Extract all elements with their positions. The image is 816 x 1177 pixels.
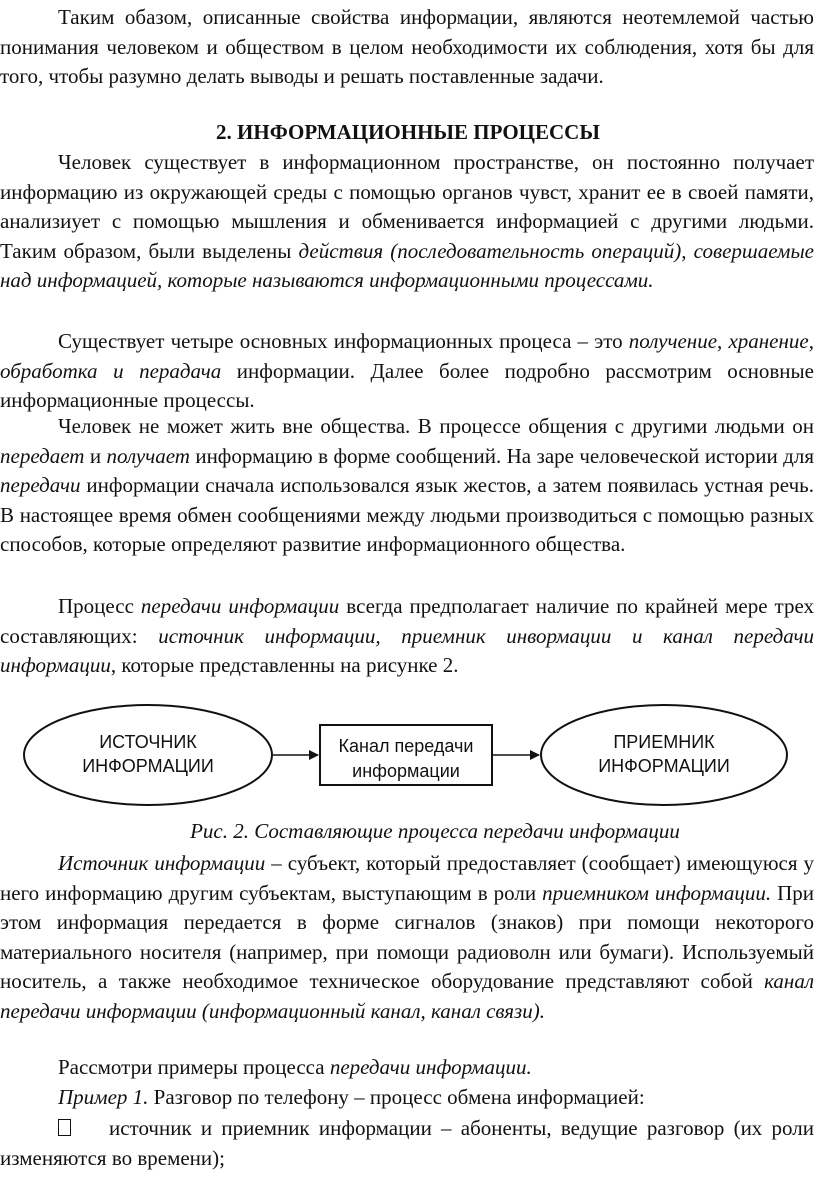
paragraph-four-processes xyxy=(0,327,814,416)
receiver-ellipse xyxy=(541,705,787,805)
paragraph-italic: передачи информации. xyxy=(329,1055,532,1079)
bullet-box-icon xyxy=(58,1119,71,1136)
paragraph-source-definition xyxy=(0,849,814,1026)
paragraph-text: Разговор по телефону – процесс обмена информацией: xyxy=(148,1085,645,1109)
paragraph-examples-intro xyxy=(0,1053,814,1083)
paragraph-italic: получение, хранение, обработка и перадача xyxy=(0,329,814,383)
paragraph-text: , которые представленны на рисунке 2. xyxy=(110,653,459,677)
paragraph-text: информации сначала использовался язык жестов, а затем появилась устная речь. В настоящее время обмен сообщениями между людьми производиться с помощью разных способов, которые определяют развитие информационного общества. xyxy=(0,473,814,556)
paragraph-text: всегда предполагает наличие по крайней мере трех составляющих: xyxy=(0,594,814,648)
receiver-label-line1: ПРИЕМНИК xyxy=(613,732,715,752)
paragraph-text: Существует четыре основных информационных процеса – это xyxy=(58,329,629,353)
channel-label-line2: информации xyxy=(352,761,460,781)
paragraph-text: информацию в форме сообщений. На заре человеческой истории для xyxy=(189,443,814,468)
list-item-text: источник и приемник информации – абоненты, ведущие разговор (их роли изменяются во времени); xyxy=(0,1116,814,1170)
paragraph-text: При этом информация передается в форме сигналов (знаков) при помощи некоторого материального носителя (например, при помощи радиоволн или бумаги). Используемый носитель, а также необходимое техническое оборудование представляют собой xyxy=(0,880,815,993)
list-item-bullet xyxy=(0,1114,814,1173)
paragraph-text: Человек существует в информационном пространстве, он постоянно получает информацию из окружающей среды с помощью органов чувст, хранит ее в своей памяти, анализиует с помощью мышления и обменивается информацией с другими людьми. Таким образом, были выделены xyxy=(0,150,814,263)
paragraph-italic: приемником информации. xyxy=(542,880,772,905)
source-label-line1: ИСТОЧНИК xyxy=(99,732,197,752)
paragraph-transfer-process xyxy=(0,592,814,681)
paragraph-text: – субъект, который предоставляет (сообщает) имеющуюся у него информацию другим субъектам, выступающим в роли xyxy=(0,851,814,905)
source-ellipse xyxy=(24,705,272,805)
paragraph-italic: источник информации, приемник инвормации и канал передачи информации xyxy=(0,623,814,677)
paragraph-example-1 xyxy=(0,1083,814,1113)
paragraph-italic: получает xyxy=(106,443,190,468)
paragraph-italic: канал передачи информации (информационный канал, канал связи). xyxy=(0,969,814,1023)
figure-diagram xyxy=(0,700,816,815)
section-heading: 2. ИНФОРМАЦИОННЫЕ ПРОЦЕССЫ xyxy=(216,120,600,144)
paragraph-italic: Источник информации xyxy=(58,851,266,875)
paragraph-society xyxy=(0,412,814,560)
source-label-line2: ИНФОРМАЦИИ xyxy=(82,756,214,776)
paragraph-italic: передачи xyxy=(0,473,81,497)
paragraph-text: информации. Далее более подробно рассмотрим основные информационные процессы. xyxy=(0,358,814,412)
paragraph-italic: Пример 1. xyxy=(58,1085,149,1109)
paragraph-intro: Таким обазом, описанные свойства информации, являются неотемлемой частью понимания человеком и обществом в целом необходимости их соблюдения, хотя бы для того, чтобы разумно делать выводы и решать поставленные задачи. xyxy=(0,5,814,88)
paragraph-text: и xyxy=(84,443,107,468)
channel-label-line1: Канал передачи xyxy=(338,736,474,756)
figure-caption: Рис. 2. Составляющие процесса передачи информации xyxy=(190,819,680,843)
paragraph-info-space xyxy=(0,148,814,296)
paragraph-text: Человек не может жить вне общества. В процессе общения с другими людьми он xyxy=(58,414,814,438)
paragraph-italic: передачи информации xyxy=(140,594,340,618)
paragraph-text: Рассмотри примеры процесса xyxy=(58,1055,330,1079)
paragraph-text: Процесс xyxy=(58,594,141,618)
paragraph-italic: действия (последовательность операций), совершаемые над информацией, которые называются информационными процессами. xyxy=(0,238,814,292)
paragraph-italic: передает xyxy=(0,443,85,468)
receiver-label-line2: ИНФОРМАЦИИ xyxy=(598,756,730,776)
